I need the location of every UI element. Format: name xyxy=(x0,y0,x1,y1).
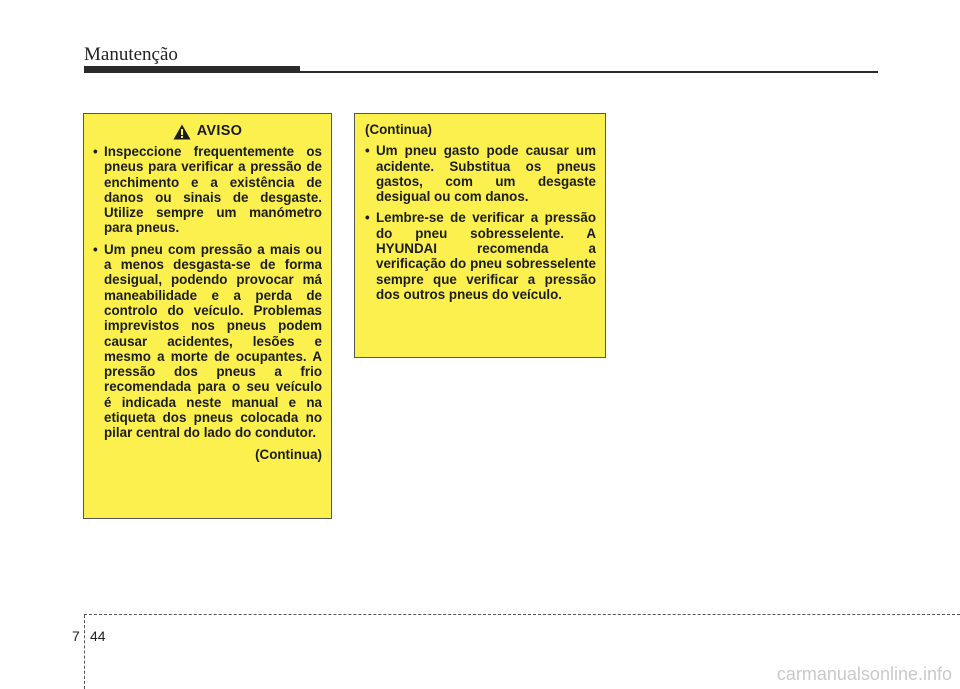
warning-triangle-icon xyxy=(173,124,191,140)
bullet-dot: • xyxy=(93,241,98,257)
warning-box-left xyxy=(83,113,332,519)
list-item xyxy=(365,143,596,204)
bullet-dot: • xyxy=(93,144,98,159)
bullet-text: Inspeccione frequentemente os pneus para verificar a pressão de enchimento e a existência de danos ou sinais de desgaste. Utilize sempre um manómetro para pneus. xyxy=(104,144,322,236)
bullet-dot: • xyxy=(365,210,370,226)
bullet-text: Lembre-se de verificar a pressão do pneu sobresselente. A HYUNDAI recomenda a verificação do pneu sobresselente sempre que verificar a pressão dos outros pneus do veículo. xyxy=(376,210,596,302)
list-item xyxy=(93,144,322,236)
warning-heading xyxy=(93,122,322,142)
footer-rule-vertical xyxy=(84,615,85,689)
page-number: 44 xyxy=(90,628,106,644)
bullet-text: Um pneu gasto pode causar um acidente. Substitua os pneus gastos, com um desgaste desigual ou com danos. xyxy=(376,143,596,205)
continued-label: (Continua) xyxy=(365,122,432,137)
chapter-number: 7 xyxy=(72,628,80,644)
list-item xyxy=(93,242,322,441)
list-item xyxy=(365,210,596,302)
warning-box-right xyxy=(354,113,606,358)
page-header-title: Manutenção xyxy=(84,44,178,65)
header-rule-thin xyxy=(300,71,878,73)
bullet-dot: • xyxy=(365,143,370,159)
footer-rule-horizontal xyxy=(84,614,960,615)
warning-title: AVISO xyxy=(196,123,243,140)
watermark-text: carmanualsonline.info xyxy=(776,664,952,684)
continues-label: (Continua) xyxy=(255,446,322,462)
header-rule-thick xyxy=(84,66,300,73)
bullet-text: Um pneu com pressão a mais ou a menos desgasta-se de forma desigual, podendo provocar má maneabilidade e a perda de controlo do veículo. Problemas imprevistos nos pneus podem causar acidentes, lesões e mesmo a morte de ocupantes. A pressão dos pneus a frio recomendada para o seu veículo é indicada neste manual e na etiqueta dos pneus colocada no pilar central do lado do condutor. xyxy=(104,241,322,441)
